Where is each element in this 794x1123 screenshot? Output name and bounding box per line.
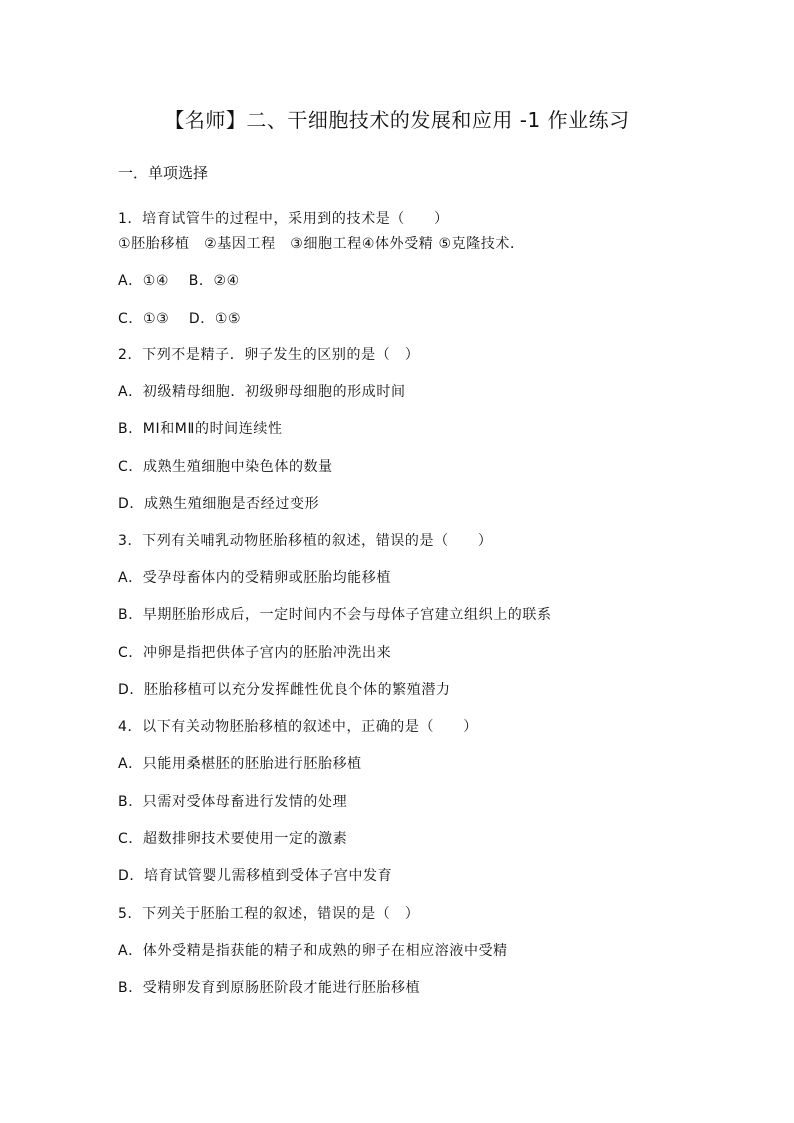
question-4-stem: 4．以下有关动物胚胎移植的叙述中，正确的是（ ） — [118, 719, 478, 735]
section-heading: 一．单项选择 — [118, 164, 209, 182]
question-2-option-c: C．成熟生殖细胞中染色体的数量 — [118, 459, 333, 475]
question-2-option-b: B．MⅠ和MⅡ的时间连续性 — [118, 421, 283, 437]
question-1-stem: 1．培育试管牛的过程中，采用到的技术是（ ） — [118, 211, 449, 227]
question-2-stem: 2．下列不是精子．卵子发生的区别的是（ ） — [118, 347, 420, 363]
question-3-stem: 3．下列有关哺乳动物胚胎移植的叙述，错误的是（ ） — [118, 533, 493, 549]
question-5-stem: 5．下列关于胚胎工程的叙述，错误的是（ ） — [118, 906, 420, 922]
question-5-option-b: B．受精卵发育到原肠胚阶段才能进行胚胎移植 — [118, 980, 421, 996]
question-4-option-b: B．只需对受体母畜进行发情的处理 — [118, 794, 348, 810]
page-title: 【名师】二、干细胞技术的发展和应用 -1 作业练习 — [164, 108, 630, 132]
question-3-option-c: C．冲卵是指把供体子宫内的胚胎冲洗出来 — [118, 645, 392, 661]
question-1-options-cd: C．①③ D．①⑤ — [118, 311, 242, 327]
question-2-option-d: D．成熟生殖细胞是否经过变形 — [118, 496, 320, 512]
question-4-option-d: D．培育试管婴儿需移植到受体子宫中发育 — [118, 868, 393, 884]
question-3-option-b: B．早期胚胎形成后，一定时间内不会与母体子宫建立组织上的联系 — [118, 607, 552, 623]
question-3-option-d: D．胚胎移植可以充分发挥雌性优良个体的繁殖潜力 — [118, 682, 451, 698]
question-4-option-c: C．超数排卵技术要使用一定的激素 — [118, 831, 348, 847]
question-2-option-a: A．初级精母细胞．初级卵母细胞的形成时间 — [118, 384, 406, 400]
question-5-option-a: A．体外受精是指获能的精子和成熟的卵子在相应溶液中受精 — [118, 943, 508, 959]
question-4-option-a: A．只能用桑椹胚的胚胎进行胚胎移植 — [118, 756, 362, 772]
question-1-items: ①胚胎移植 ②基因工程 ③细胞工程④体外受精 ⑤克隆技术． — [118, 236, 525, 252]
question-3-option-a: A．受孕母畜体内的受精卵或胚胎均能移植 — [118, 570, 391, 586]
question-1-options-ab: A．①④ B．②④ — [118, 273, 240, 289]
